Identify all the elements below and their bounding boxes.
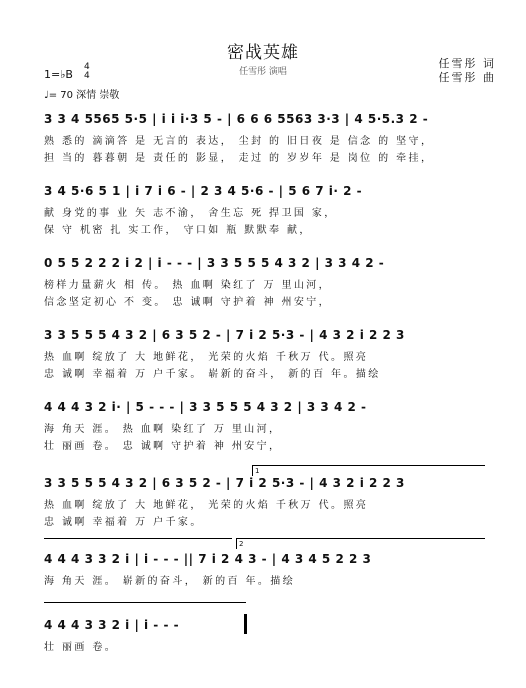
lyric-verse-2: 保 守 机密 扎 实工作， 守口如 瓶 默默奉 献， bbox=[44, 225, 312, 236]
notation-line: 3 3 5 5 5 4 3 2 | 6 3 5 2 - | 7 i 2 5·3 - | 4 3 2 i 2 2 3 bbox=[44, 328, 405, 342]
lyric-verse-1: 海 角天 涯。 热 血啊 染红了 万 里山河， bbox=[44, 424, 282, 435]
lyric-verse-2: 信念坚定初心 不 变。 忠 诚啊 守护着 神 州安宁， bbox=[44, 297, 332, 308]
lyricist-credit: 任雪彤 词 bbox=[438, 57, 496, 70]
coda-bracket bbox=[44, 602, 246, 613]
lyric-verse-2: 担 当的 暮暮朝 是 责任的 影显， 走过 的 岁岁年 是 岗位 的 牵挂， bbox=[44, 153, 434, 164]
notation-line: 4 4 4 3 3 2 i | i - - - || 7 i 2 4 3 - | 4 3 4 5 2 2 3 bbox=[44, 552, 372, 566]
tempo-marking: ♩= 70 深情 崇敬 bbox=[44, 90, 120, 101]
lyric-verse-1: 熟 悉的 滴滴答 是 无言的 表达， 尘封 的 旧日夜 是 信念 的 坚守， bbox=[44, 136, 434, 147]
time-signature bbox=[84, 63, 90, 81]
meter-bottom: 4 bbox=[84, 71, 90, 81]
notation-line: 4 4 4 3 2 i· | 5 - - - | 3 3 5 5 5 4 3 2 | 3 3 4 2 - bbox=[44, 400, 367, 414]
lyric-verse-2: 忠 诚啊 幸福着 万 户千家。 bbox=[44, 517, 203, 528]
volta-second-ending: 2 bbox=[236, 538, 485, 549]
lyric-verse-1: 海 角天 涯。 崭新的奋斗， 新的百 年。描绘 bbox=[44, 576, 296, 587]
meter-top: 4 bbox=[84, 62, 90, 72]
final-barline bbox=[244, 614, 247, 634]
notation-line: 3 3 4 5565 5·5 | i i i·3 5 - | 6 6 6 5563 3·3 | 4 5·5.3 2 - bbox=[44, 112, 429, 126]
lyric-verse-2: 壮 丽画 卷。 忠 诚啊 守护着 神 州安宁， bbox=[44, 441, 282, 452]
song-title: 密战英雄 bbox=[227, 43, 299, 63]
lyric-verse-1: 热 血啊 绽放了 大 地鲜花， 光荣的火焰 千秋万 代。照亮 bbox=[44, 500, 369, 511]
lyric-verse-1: 热 血啊 绽放了 大 地鲜花， 光荣的火焰 千秋万 代。照亮 bbox=[44, 352, 369, 363]
lyric-verse-1: 献 身党的事 业 矢 志不渝， 舍生忘 死 捍卫国 家， bbox=[44, 208, 337, 219]
key-signature: 1=♭B bbox=[44, 68, 73, 81]
volta-first-ending: 1 bbox=[252, 465, 485, 476]
notation-line: 0 5 5 2 2 2 i 2 | i - - - | 3 3 5 5 5 4 3 2 | 3 3 4 2 - bbox=[44, 256, 385, 270]
lyric-verse-1: 榜样力量薪火 相 传。 热 血啊 染红了 万 里山河， bbox=[44, 280, 332, 291]
lyric-verse-1: 壮 丽画 卷。 bbox=[44, 642, 118, 653]
lyric-verse-2: 忠 诚啊 幸福着 万 户千家。 崭新的奋斗， 新的百 年。描绘 bbox=[44, 369, 381, 380]
singer-credit: 任雪彤 演唱 bbox=[239, 67, 287, 77]
repeat-bracket bbox=[44, 538, 232, 549]
notation-line: 3 3 5 5 5 4 3 2 | 6 3 5 2 - | 7 i 2 5·3 - | 4 3 2 i 2 2 3 bbox=[44, 476, 405, 490]
notation-line: 4 4 4 3 3 2 i | i - - - bbox=[44, 618, 180, 632]
notation-line: 3 4 5·6 5 1 | i 7 i 6 - | 2 3 4 5·6 - | 5 6 7 i· 2 - bbox=[44, 184, 363, 198]
composer-credit: 任雪彤 曲 bbox=[438, 71, 496, 84]
